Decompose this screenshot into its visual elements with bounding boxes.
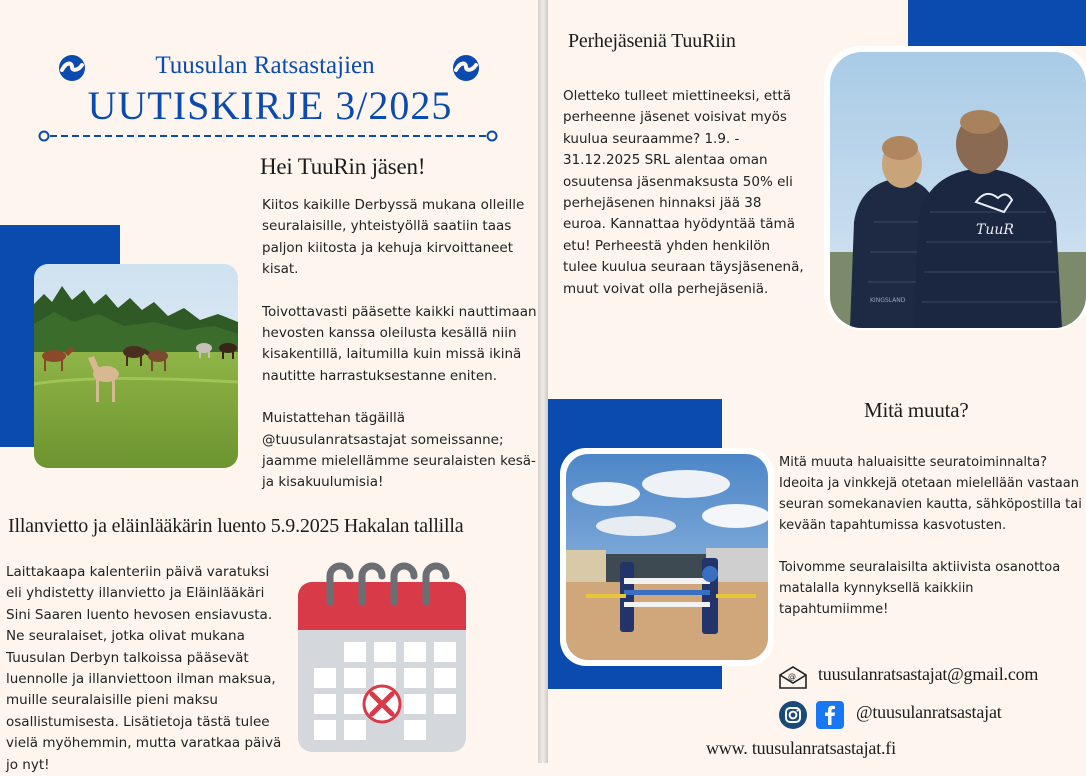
horses-pasture-photo: [34, 264, 238, 468]
wave-ornament-right-icon: [452, 54, 480, 82]
svg-text:@: @: [788, 672, 796, 681]
page-gutter: [538, 0, 548, 763]
greeting-heading: Hei TuuRin jäsen!: [260, 154, 426, 179]
event-heading: Illanvietto ja eläinlääkärin luento 5.9.2025 Hakalan tallilla: [8, 515, 464, 537]
wave-ornament-left-icon: [58, 54, 86, 82]
newsletter-title: UUTISKIRJE 3/2025: [87, 83, 453, 128]
envelope-icon: [778, 666, 808, 690]
blue-accent-block-top: [908, 0, 1086, 46]
family-text: Oletteko tulleet miettineeksi, että perheenne jäsenet voisivat myös kuulua seuraamme? 1.9. - 31.12.2025 SRL alentaa oman osuutensa jäsenmaksusta 50% eli perhejäsenen hinnaksi jää 38 euroa. Kannattaa hyödyntää tämä etu! Perheestä yhden henkilön tulee kuulua seuraan täysjäsenenä, muut voivat olla perhejäseniä.: [563, 88, 804, 297]
greeting-text: [262, 195, 537, 515]
greeting-paragraph: Toivottavasti pääsette kaikki nauttimaan hevosten kanssa oleilusta kesällä niin kisakentillä, laitumilla kuin missä ikinä nautitte harrastuksestanne eniten.: [262, 303, 537, 384]
dashed-divider: [36, 128, 500, 144]
event-text: Laittakaapa kalenteriin päivä varatuksi eli yhdistetty illanvietto ja Eläinlääkäri Sini Saaren luento hevosen ensiavusta. Ne seuralaiset, jotka olivat mukana Tuusulan Derbyn talkoissa pääsevät luennolle ja illanviettoon ilman maksua, muille seuralaisille pieni maksu osallistumisesta. Lisätietoja tästä tulee vielä myöhemmin, mutta varatkaa päivä jo nyt!: [6, 564, 282, 773]
family-heading: Perhejäseniä TuuRiin: [568, 30, 736, 52]
showjumping-arena-photo: [566, 454, 768, 660]
misc-paragraph: Mitä muuta haluaisitte seuratoiminnalta? Ideoita ja vinkkejä otetaan mielellään vastaan seuran somekanavien kautta, sähköpostilla tai kevään tapahtumissa kasvotusten.: [779, 455, 1082, 533]
misc-heading: Mitä muuta?: [864, 398, 969, 422]
email-link[interactable]: tuusulanratsastajat@gmail.com: [818, 664, 1039, 684]
social-handle-link[interactable]: @tuusulanratsastajat: [856, 702, 1002, 722]
greeting-paragraph: Kiitos kaikille Derbyssä mukana olleille seuralaisille, yhteistyöllä saatiin taas paljon kiitosta ja kehuja kirvoittaneet kisat.: [262, 197, 525, 278]
website-link[interactable]: www. tuusulanratsastajat.fi: [706, 738, 896, 758]
greeting-paragraph: Muistattehan tägäillä @tuusulanratsastajat someissanne; jaamme mielellämme seuralaisten kesä- ja kisakuulumisia!: [262, 410, 536, 491]
instagram-icon[interactable]: [779, 701, 807, 729]
facebook-icon[interactable]: [816, 701, 844, 729]
riders-jackets-photo: [830, 52, 1086, 328]
calendar-icon: [296, 562, 468, 754]
club-name: Tuusulan Ratsastajien: [155, 52, 375, 79]
misc-text: [779, 452, 1083, 620]
jacket-logo: TuuR: [976, 222, 1014, 238]
jacket-brand: KINGSLAND: [870, 297, 906, 304]
misc-paragraph: Toivomme seuralaisilta aktiivista osanottoa matalalla kynnyksellä kaikkiin tapahtumiimme!: [779, 560, 1061, 617]
